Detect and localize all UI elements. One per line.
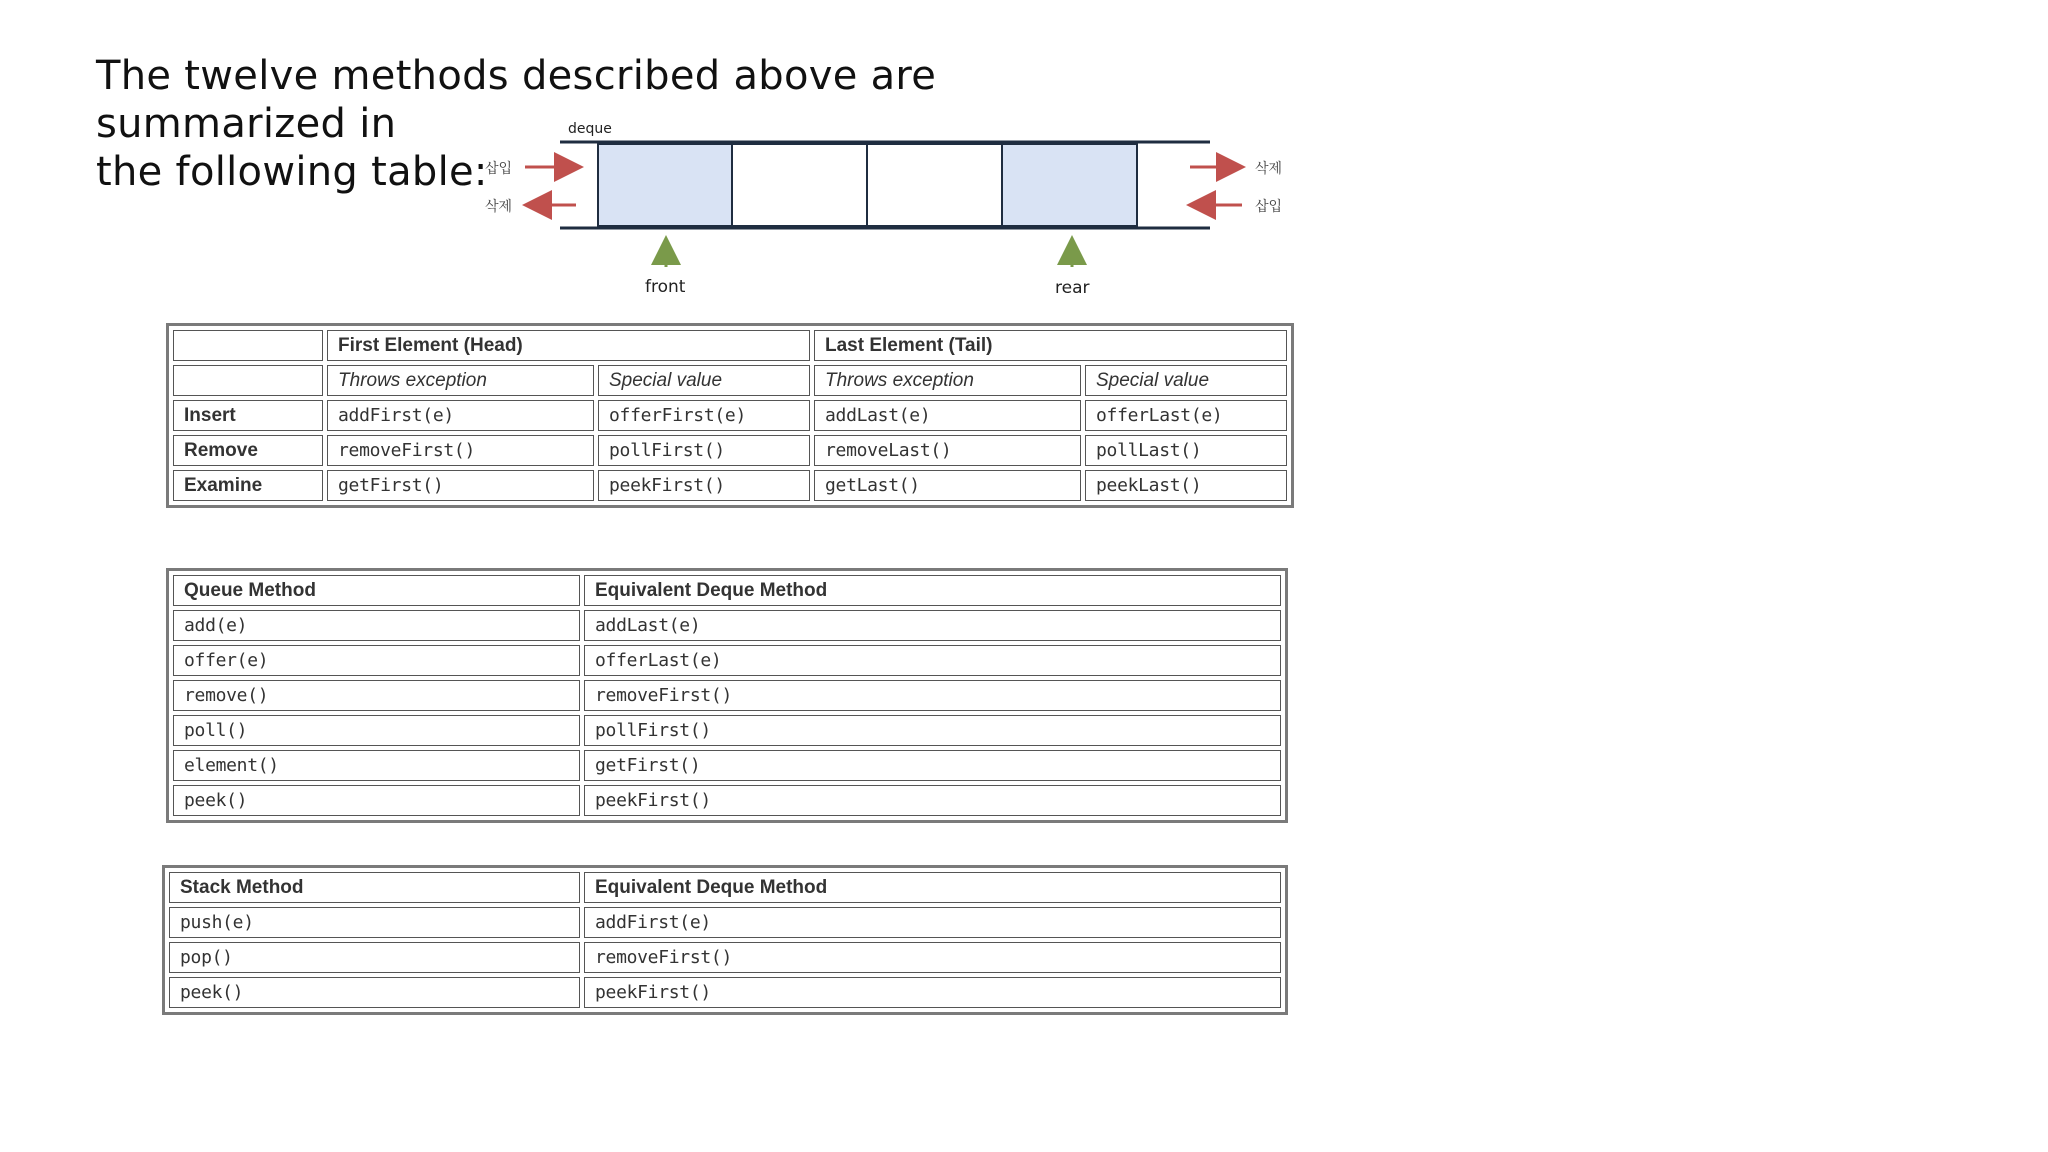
method-cell: peekFirst() xyxy=(584,785,1281,816)
table-row xyxy=(173,715,1281,746)
method-cell: peekFirst() xyxy=(598,470,810,501)
method-cell: addLast(e) xyxy=(584,610,1281,641)
method-cell: add(e) xyxy=(173,610,580,641)
method-cell: offerLast(e) xyxy=(1085,400,1287,431)
method-cell: removeLast() xyxy=(814,435,1081,466)
row-header: Remove xyxy=(173,435,323,466)
rear-label: rear xyxy=(1055,278,1090,298)
method-cell: poll() xyxy=(173,715,580,746)
method-cell: pollFirst() xyxy=(584,715,1281,746)
right-delete-label: 삭제 xyxy=(1255,161,1283,177)
method-cell: offerLast(e) xyxy=(584,645,1281,676)
table-row xyxy=(173,610,1281,641)
sub-header: Special value xyxy=(598,365,810,396)
head-group-header: First Element (Head) xyxy=(327,330,810,361)
method-cell: remove() xyxy=(173,680,580,711)
deque-cell-2 xyxy=(732,144,867,226)
table-row xyxy=(169,942,1281,973)
column-header: Queue Method xyxy=(173,575,580,606)
left-insert-label: 삽입 xyxy=(485,161,513,177)
table-row xyxy=(173,400,1287,431)
stack-method-table xyxy=(162,865,1288,1015)
intro-line-2: the following table: xyxy=(96,149,488,195)
method-cell: addLast(e) xyxy=(814,400,1081,431)
column-header: Equivalent Deque Method xyxy=(584,872,1281,903)
method-cell: pollFirst() xyxy=(598,435,810,466)
method-cell: peek() xyxy=(169,977,580,1008)
column-header: Equivalent Deque Method xyxy=(584,575,1281,606)
method-cell: pollLast() xyxy=(1085,435,1287,466)
table-row xyxy=(173,470,1287,501)
method-cell: pop() xyxy=(169,942,580,973)
blank-cell xyxy=(173,330,323,361)
row-header: Examine xyxy=(173,470,323,501)
deque-cell-1 xyxy=(598,144,732,226)
table-row xyxy=(173,750,1281,781)
deque-summary-table xyxy=(166,323,1294,508)
deque-cell-4 xyxy=(1002,144,1137,226)
method-cell: getFirst() xyxy=(327,470,594,501)
method-cell: getLast() xyxy=(814,470,1081,501)
method-cell: offerFirst(e) xyxy=(598,400,810,431)
table-row xyxy=(173,330,1287,361)
table-row xyxy=(173,785,1281,816)
deque-cell-3 xyxy=(867,144,1002,226)
method-cell: offer(e) xyxy=(173,645,580,676)
method-cell: addFirst(e) xyxy=(584,907,1281,938)
queue-method-table xyxy=(166,568,1288,823)
method-cell: removeFirst() xyxy=(327,435,594,466)
method-cell: push(e) xyxy=(169,907,580,938)
method-cell: removeFirst() xyxy=(584,680,1281,711)
left-delete-label: 삭제 xyxy=(485,199,513,215)
right-insert-label: 삽입 xyxy=(1255,199,1283,215)
table-row xyxy=(169,907,1281,938)
table-row xyxy=(173,680,1281,711)
sub-header: Throws exception xyxy=(814,365,1081,396)
method-cell: getFirst() xyxy=(584,750,1281,781)
deque-diagram xyxy=(470,115,1290,305)
tail-group-header: Last Element (Tail) xyxy=(814,330,1287,361)
table-row xyxy=(173,435,1287,466)
method-cell: peekLast() xyxy=(1085,470,1287,501)
method-cell: removeFirst() xyxy=(584,942,1281,973)
method-cell: addFirst(e) xyxy=(327,400,594,431)
method-cell: element() xyxy=(173,750,580,781)
deque-title: deque xyxy=(568,121,612,137)
table-row xyxy=(173,645,1281,676)
front-label: front xyxy=(645,277,686,297)
sub-header: Throws exception xyxy=(327,365,594,396)
row-header: Insert xyxy=(173,400,323,431)
intro-line-1: The twelve methods described above are summarized in xyxy=(96,53,937,147)
table-row xyxy=(169,872,1281,903)
method-cell: peek() xyxy=(173,785,580,816)
method-cell: peekFirst() xyxy=(584,977,1281,1008)
column-header: Stack Method xyxy=(169,872,580,903)
table-row xyxy=(173,365,1287,396)
blank-cell xyxy=(173,365,323,396)
sub-header: Special value xyxy=(1085,365,1287,396)
table-row xyxy=(173,575,1281,606)
table-row xyxy=(169,977,1281,1008)
